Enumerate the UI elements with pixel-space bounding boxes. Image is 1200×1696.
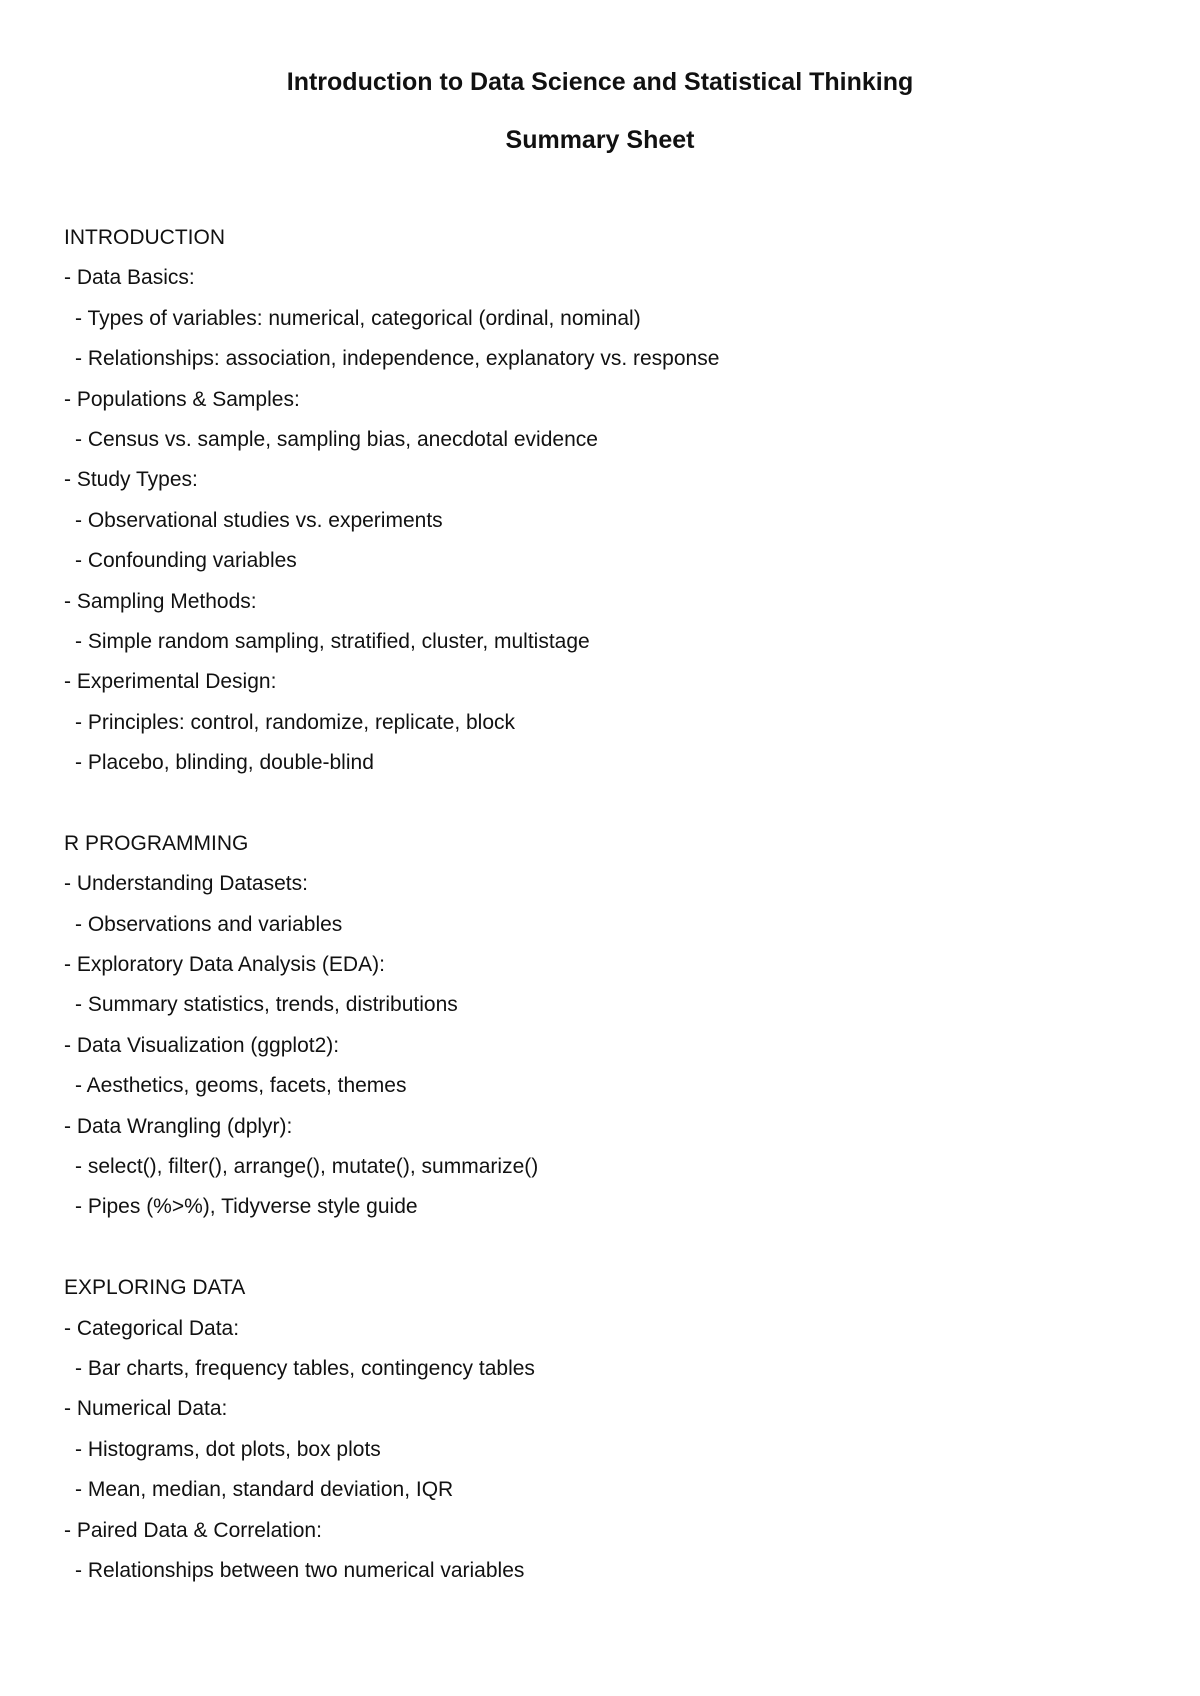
subtopic-item: - Confounding variables bbox=[75, 549, 297, 573]
subtopic-item: - Bar charts, frequency tables, contingency tables bbox=[75, 1356, 535, 1380]
subtopic-item: - Relationships: association, independence, explanatory vs. response bbox=[75, 347, 720, 371]
section-introduction bbox=[64, 218, 1144, 783]
subtopic-item: - Observational studies vs. experiments bbox=[75, 508, 443, 532]
section-heading: EXPLORING DATA bbox=[64, 1276, 246, 1300]
document-title: Introduction to Data Science and Statistical Thinking bbox=[286, 68, 914, 96]
subtopic-item: - Aesthetics, geoms, facets, themes bbox=[75, 1074, 407, 1098]
document-body bbox=[64, 218, 1144, 1591]
subtopic-item: - select(), filter(), arrange(), mutate(), summarize() bbox=[75, 1154, 539, 1178]
topic-item: - Data Wrangling (dplyr): bbox=[64, 1114, 293, 1138]
subtopic-item: - Principles: control, randomize, replicate, block bbox=[75, 710, 516, 734]
section-r-programming bbox=[64, 824, 1144, 1228]
topic-item: - Sampling Methods: bbox=[64, 589, 257, 613]
section-heading: INTRODUCTION bbox=[64, 226, 225, 249]
subtopic-item: - Types of variables: numerical, categorical (ordinal, nominal) bbox=[75, 306, 641, 330]
topic-item: - Understanding Datasets: bbox=[64, 872, 308, 896]
topic-item: - Categorical Data: bbox=[64, 1316, 240, 1340]
topic-item: - Data Visualization (ggplot2): bbox=[64, 1033, 340, 1057]
subtopic-item: - Observations and variables bbox=[75, 912, 343, 936]
subtopic-item: - Summary statistics, trends, distributions bbox=[75, 993, 458, 1017]
subtopic-item: - Simple random sampling, stratified, cluster, multistage bbox=[75, 629, 590, 653]
subtopic-item: - Relationships between two numerical variables bbox=[75, 1558, 525, 1582]
subtopic-item: - Census vs. sample, sampling bias, anecdotal evidence bbox=[75, 427, 598, 451]
topic-item: - Populations & Samples: bbox=[64, 387, 300, 411]
topic-item: - Exploratory Data Analysis (EDA): bbox=[64, 953, 385, 977]
section-spacer bbox=[64, 1228, 1144, 1268]
subtopic-item: - Histograms, dot plots, box plots bbox=[75, 1437, 381, 1461]
section-exploring-data bbox=[64, 1268, 1144, 1591]
topic-item: - Data Basics: bbox=[64, 266, 195, 290]
topic-item: - Numerical Data: bbox=[64, 1397, 228, 1421]
topic-item: - Experimental Design: bbox=[64, 670, 277, 694]
topic-item: - Paired Data & Correlation: bbox=[64, 1518, 322, 1542]
document-subtitle: Summary Sheet bbox=[505, 126, 695, 154]
section-spacer bbox=[64, 783, 1144, 823]
subtopic-item: - Placebo, blinding, double-blind bbox=[75, 751, 374, 775]
subtopic-item: - Pipes (%>%), Tidyverse style guide bbox=[75, 1195, 418, 1219]
subtopic-item: - Mean, median, standard deviation, IQR bbox=[75, 1478, 454, 1502]
section-heading: R PROGRAMMING bbox=[64, 831, 249, 855]
topic-item: - Study Types: bbox=[64, 468, 198, 492]
